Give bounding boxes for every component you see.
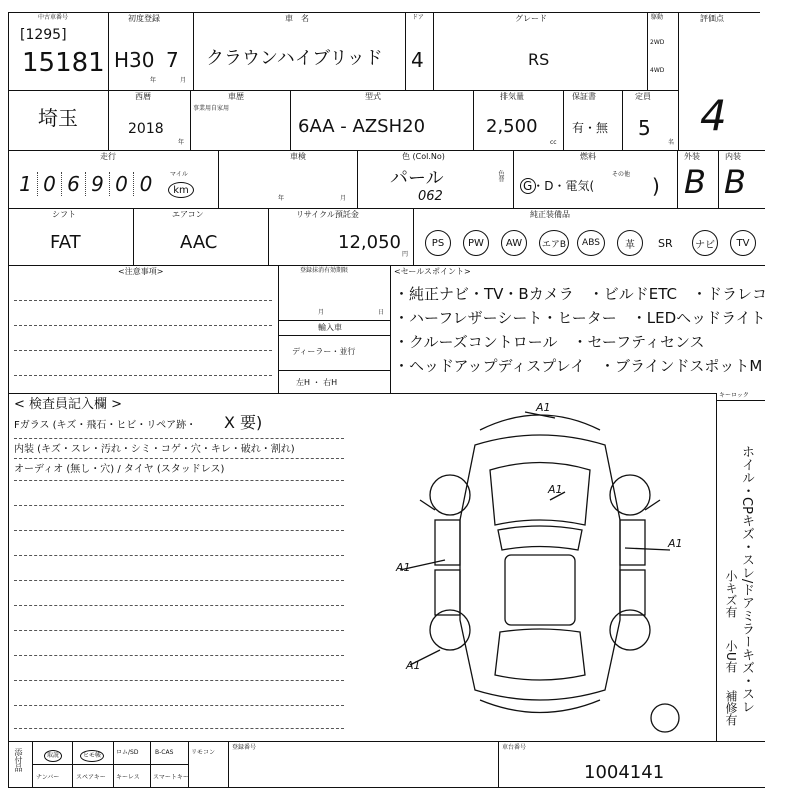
displacement-value: 2,500 xyxy=(486,116,538,137)
color-change: 色替 xyxy=(497,170,504,182)
capacity-unit: 名 xyxy=(668,139,675,146)
exterior-label: 外装 xyxy=(684,152,700,161)
inspector-line xyxy=(14,705,344,706)
inspector-line xyxy=(14,480,344,481)
first-registration-era: H30 xyxy=(114,48,155,72)
accessory-rom-sd: ロム/SD xyxy=(116,749,139,756)
note-line xyxy=(14,325,272,326)
lot-sub-number: [1295] xyxy=(20,27,67,43)
inspector-glass-mark: X 要) xyxy=(224,413,263,432)
color-label: 色 (Col.No) xyxy=(402,152,445,161)
note-line xyxy=(14,300,272,301)
displacement-label: 排気量 xyxy=(500,92,524,101)
ac-value: AAC xyxy=(180,232,218,253)
score-label: 評価点 xyxy=(700,14,724,23)
accessory-record-book: ヒモ帳 xyxy=(80,750,104,762)
inspector-line xyxy=(14,580,344,581)
chassis-number-label: 車台番号 xyxy=(502,744,527,751)
mileage-digit: 1 xyxy=(14,172,38,196)
inspector-line xyxy=(14,605,344,606)
inspector-line-audio: オーディオ (無し・穴) / タイヤ (スタッドレス) xyxy=(14,464,225,475)
sales-point: ・ハーフレザーシート・ヒーター ・LEDヘッドライト xyxy=(394,309,766,327)
year-unit: 年 xyxy=(150,77,157,84)
sales-point: ・純正ナビ・TV・Bカメラ ・ビルドETC ・ドラレコ xyxy=(394,285,767,303)
import-label: 輸入車 xyxy=(318,323,342,332)
recycle-value: 12,050 xyxy=(338,232,401,253)
shift-value: FAT xyxy=(50,232,81,253)
accessory-spare-key: スペアキー xyxy=(76,774,106,781)
first-registration-month: 7 xyxy=(166,48,179,72)
grade-label: グレード xyxy=(515,14,547,23)
fuel-label: 燃料 xyxy=(580,152,596,161)
lot-number: 15181 xyxy=(22,48,105,78)
inspector-line-glass: Fガラス (キズ・飛石・ヒビ・リペア跡・ xyxy=(14,420,197,431)
year-unit-2: 年 xyxy=(178,139,185,146)
inspection-year: 年 xyxy=(278,195,285,202)
car-name: クラウンハイブリッド xyxy=(206,48,383,69)
mileage-unit-mile: マイル xyxy=(170,171,188,178)
reg-expiry-month: 月 xyxy=(318,309,325,316)
equip-abs: ABS xyxy=(577,230,605,256)
equip-airbag: エアB xyxy=(539,230,569,256)
score-value: 4 xyxy=(700,91,727,140)
history-sub: 事業用自家用 xyxy=(193,105,230,112)
interior-label: 内装 xyxy=(725,152,741,161)
shift-label: シフト xyxy=(52,210,76,219)
steering-label: 左H ・ 右H xyxy=(296,378,338,387)
equip-leather: 革 xyxy=(617,230,643,256)
accessories-label: 添付品 xyxy=(14,748,23,772)
interior-grade: B xyxy=(724,163,746,201)
inspector-line xyxy=(14,728,344,729)
drive-2wd: 2WD xyxy=(650,39,665,46)
accessory-smart-key: スマートキー xyxy=(153,774,189,781)
equip-pw: PW xyxy=(463,230,489,256)
displacement-unit: cc xyxy=(550,139,557,146)
inspector-title: < 検査員記入欄 > xyxy=(14,397,123,412)
note-line xyxy=(14,375,272,376)
key-lock-label: キーロック xyxy=(719,392,749,399)
mileage-unit-km: km xyxy=(168,182,194,198)
lot-number-label: 中古車番号 xyxy=(38,14,69,21)
year-value: 2018 xyxy=(128,121,164,137)
inspector-line xyxy=(14,655,344,656)
damage-mark: A1 xyxy=(406,659,421,672)
inspection-month: 月 xyxy=(340,195,347,202)
mileage-digit: 6 xyxy=(62,172,86,196)
registration-number-label: 登録番号 xyxy=(232,744,257,751)
chassis-number: 1004141 xyxy=(584,762,665,783)
warranty-label: 保証書 xyxy=(572,92,596,101)
inspector-line xyxy=(14,438,344,439)
damage-mark: A1 xyxy=(396,561,411,574)
side-note-repaired: 補修有 xyxy=(724,690,738,726)
equip-tv: TV xyxy=(730,230,756,256)
damage-mark: A1 xyxy=(668,537,683,550)
equip-sunroof: SR xyxy=(658,237,673,250)
drive-4wd: 4WD xyxy=(650,67,665,74)
color-value: パール xyxy=(390,168,444,189)
recycle-unit: 円 xyxy=(402,251,409,258)
accessory-bcas: B-CAS xyxy=(155,749,174,756)
damage-mark: A1 xyxy=(536,401,551,414)
history-label: 車歴 xyxy=(228,92,244,101)
grade-value: RS xyxy=(528,50,550,69)
equipment-label: 純正装備品 xyxy=(530,210,570,219)
mileage-label: 走行 xyxy=(100,152,116,161)
accessory-remote: リモコン xyxy=(191,749,216,756)
inspector-line-interior: 内装 (キズ・スレ・汚れ・シミ・コゲ・穴・キレ・破れ・割れ) xyxy=(14,444,295,455)
door-count: 4 xyxy=(411,48,424,72)
mileage-digits xyxy=(14,172,158,196)
inspector-line xyxy=(14,530,344,531)
recycle-label: リサイクル預託金 xyxy=(296,210,359,219)
door-label: ドア xyxy=(412,14,424,21)
sales-point: ・クルーズコントロール ・セーフティセンス xyxy=(394,333,705,351)
ac-label: エアコン xyxy=(172,210,204,219)
mileage-digit: 0 xyxy=(110,172,134,196)
year-label: 西暦 xyxy=(135,92,151,101)
fuel-value: G・D・電気( xyxy=(523,179,595,193)
capacity-value: 5 xyxy=(638,116,651,140)
color-number: 062 xyxy=(418,189,443,204)
mileage-digit: 0 xyxy=(38,172,62,196)
accessory-keyless: キーレス xyxy=(116,774,140,781)
car-diagram xyxy=(380,400,700,740)
reg-expiry-label: 登録抹消有効期限 xyxy=(300,267,349,274)
inspector-line xyxy=(14,680,344,681)
inspection-label: 車検 xyxy=(290,152,306,161)
damage-mark: A1 xyxy=(548,483,563,496)
equip-ps: PS xyxy=(425,230,451,256)
sales-point: ・ヘッドアップディスプレイ ・ブラインドスポットM xyxy=(394,357,763,375)
month-unit: 月 xyxy=(180,77,187,84)
inspector-line xyxy=(14,630,344,631)
reg-expiry-day: 日 xyxy=(378,309,385,316)
fuel-close: ) xyxy=(652,174,660,198)
side-note: ホイル・CPキズ・スレ/ドアミラーキズ・スレ xyxy=(739,445,754,714)
model-label: 型式 xyxy=(365,92,381,101)
inspector-line xyxy=(14,505,344,506)
exterior-grade: B xyxy=(684,163,706,201)
accessory-number-plate: ナンバー xyxy=(36,774,60,781)
capacity-label: 定員 xyxy=(635,92,651,101)
first-registration-label: 初度登録 xyxy=(128,14,160,23)
model-value: 6AA - AZSH20 xyxy=(298,116,426,137)
sales-point-label: <セールスポイント> xyxy=(394,267,471,276)
accessory-manual: 取説 xyxy=(44,750,62,762)
dealer-label: ディーラー・並行 xyxy=(292,347,356,356)
region: 埼玉 xyxy=(38,106,78,130)
fuel-other: その他 xyxy=(612,171,631,178)
drive-label: 駆動 xyxy=(651,14,664,21)
mileage-digit: 9 xyxy=(86,172,110,196)
inspector-line xyxy=(14,555,344,556)
caution-label: <注意事項> xyxy=(118,267,164,276)
warranty-value: 有・無 xyxy=(572,121,609,135)
side-note-small-scratch: 小キズ有 xyxy=(724,570,738,618)
note-line xyxy=(14,350,272,351)
mileage-digit: 0 xyxy=(139,172,153,196)
side-note-small-dent: 小U有 xyxy=(724,640,738,673)
equip-aw: AW xyxy=(501,230,527,256)
equip-navi: ナビ xyxy=(692,230,718,256)
inspector-line xyxy=(14,458,344,459)
car-name-label: 車 名 xyxy=(285,14,309,23)
